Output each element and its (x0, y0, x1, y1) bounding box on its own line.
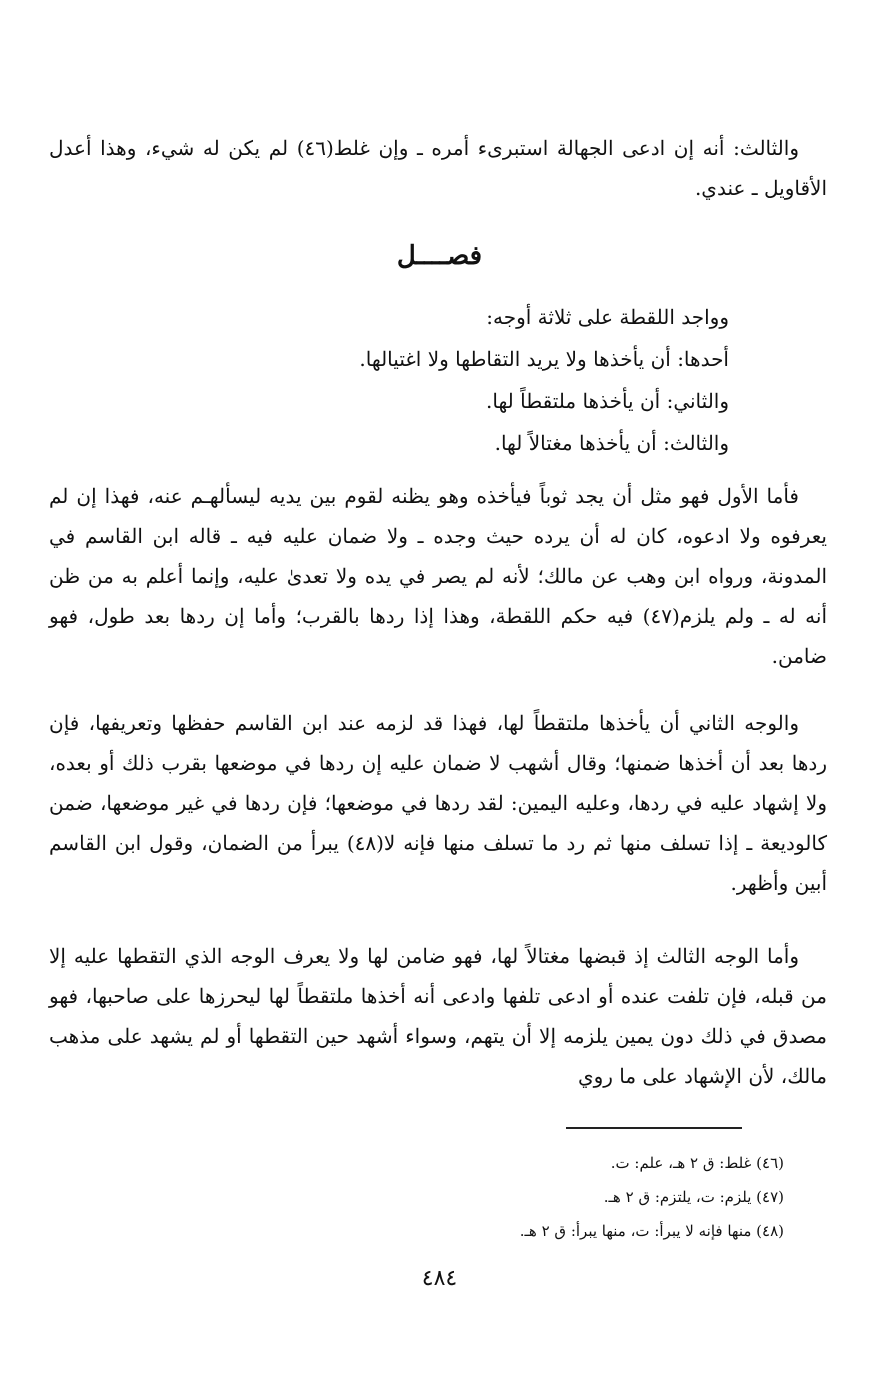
cases-list (129, 296, 729, 464)
section-heading (0, 236, 879, 276)
intro-text: والثالث: أنه إن ادعى الجهالة استبرىء أمره ـ وإن غلط(٤٦) لم يكن له شيء، وهذا أعدل الأقاويل ـ عندي. (49, 136, 827, 200)
footnote: (٤٧) يلزم: ت، يلتزم: ق ٢ هـ. (603, 1188, 784, 1206)
paragraph-third-case (49, 936, 827, 1096)
list-item: أحدها: أن يأخذها ولا يريد التقاطها ولا اغتيالها. (359, 347, 729, 371)
paragraph-text: وأما الوجه الثالث إذ قبضها مغتالاً لها، فهو ضامن لها ولا يعرف الوجه الذي التقطها عليه إلا من قبله، فإن تلفت عنده أو ادعى تلفها وادعى أنه أخذها ملتقطاً لها ليحرزها على صاحبها، فهو مصدق في ذلك دون يمين يلزمه إلا أن يتهم، وسواء أشهد حين التقطها أو لم يشهد على مذهب مالك، لأن الإشهاد على ما روي (49, 944, 827, 1088)
footnote-divider (566, 1127, 742, 1129)
paragraph-text: فأما الأول فهو مثل أن يجد ثوباً فيأخذه وهو يظنه لقوم بين يديه ليسألهـم عنه، فهذا إن لم يعرفوه ولا ادعوه، كان له أن يرده حيث وجده ـ ولا ضمان عليه فيه ـ قاله ابن القاسم في المدونة، ورواه ابن وهب عن مالك؛ لأنه لم يصر في يده ولا تعدىٰ عليه، وإنما أعلم به من ظن أنه له ـ ولم يلزم(٤٧) فيه حكم اللقطة، وهذا إذا ردها بالقرب؛ وأما إن ردها بعد طول، فهو ضامن. (49, 484, 827, 668)
list-item: والثاني: أن يأخذها ملتقطاً لها. (486, 389, 729, 413)
list-item: والثالث: أن يأخذها مغتالاً لها. (494, 431, 729, 455)
page-number: ٤٨٤ (421, 1266, 458, 1291)
section-heading-text: فصــــل (396, 241, 483, 271)
paragraph-second-case (49, 703, 827, 903)
footnote: (٤٨) منها فإنه لا يبرأ: ت، منها يبرأ: ق ٢ هـ. (519, 1222, 784, 1240)
paragraph-text: والوجه الثاني أن يأخذها ملتقطاً لها، فهذا قد لزمه عند ابن القاسم حفظها وتعريفها، فإن ردها بعد أن أخذها ضمنها؛ وقال أشهب لا ضمان عليه إن ردها في موضعها بقرب ذلك أو بعده، ولا إشهاد عليه في ردها، وعليه اليمين: لقد ردها في موضعها؛ فإن ردها في غير موضعها، ضمن كالوديعة ـ إذا تسلف منها ثم رد ما تسلف منها فإنه لا(٤٨) يبرأ من الضمان، وقول ابن القاسم أبين وأظهر. (49, 711, 827, 895)
paragraph-first-case (49, 476, 827, 676)
intro-paragraph (49, 128, 827, 208)
footnotes (184, 1146, 784, 1248)
footnote: (٤٦) غلط: ق ٢ هـ، علم: ت. (610, 1154, 784, 1172)
list-lead: وواجد اللقطة على ثلاثة أوجه: (486, 305, 729, 329)
